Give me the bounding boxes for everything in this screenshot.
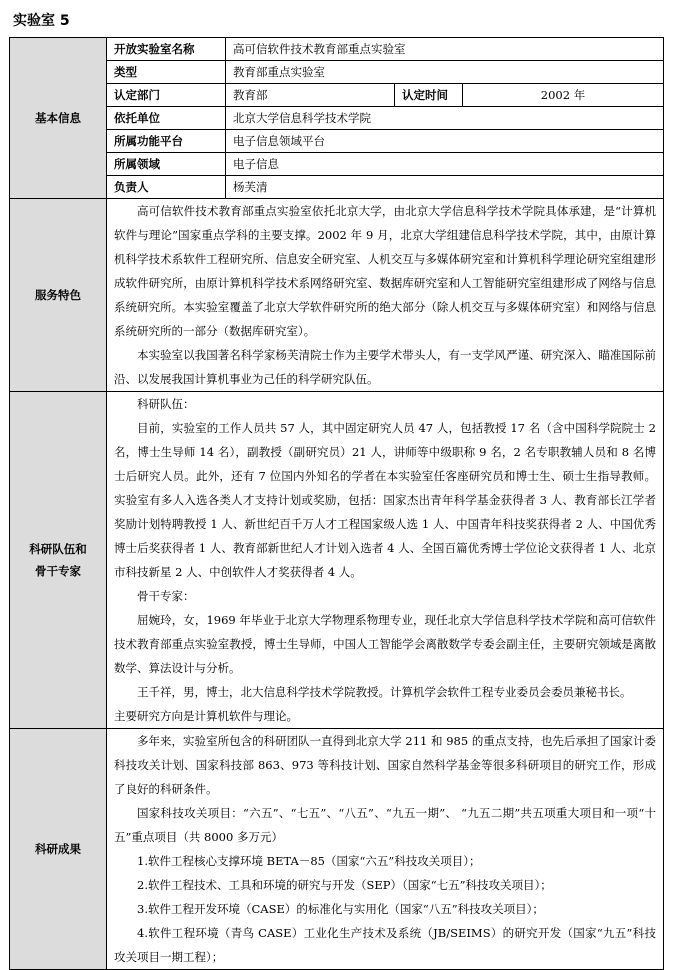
team-paragraph: 王千祥，男，博士，北大信息科学技术学院教授。计算机学会软件工程专业委员会委员兼秘书长。 <box>137 685 632 699</box>
category-team-line: 科研队伍和 <box>29 542 87 556</box>
results-paragraph: 2.软件工程技术、工具和环境的研究与开发（SEP）（国家“七五”科技攻关项目）； <box>137 878 552 892</box>
results-paragraph: 1.软件工程核心支撑环境 BETA－85（国家“六五”科技攻关项目）； <box>137 854 481 868</box>
team-paragraph: 科研队伍： <box>137 397 195 411</box>
row-team <box>10 392 664 729</box>
value-field: 电子信息 <box>226 153 664 176</box>
service-text <box>107 199 664 392</box>
team-paragraph: 骨干专家： <box>137 589 195 603</box>
results-paragraph: 4.软件工程环境（青鸟 CASE）工业化生产技术及系统（JB/SEIMS）的研究开发（国家“九五”科技攻关项目一期工程）； <box>114 926 656 964</box>
row-lab-name <box>10 38 664 61</box>
key-field: 所属领域 <box>107 153 226 176</box>
key-platform: 所属功能平台 <box>107 130 226 153</box>
team-paragraph: 目前，实验室的工作人员共 57 人，其中固定研究人员 47 人，包括教授 17 名（含中国科学院院士 2 名，博士生导师 14 名），副教授（副研究员）21 人，讲师等中级职称 9 名，2 名专职教辅人员和 8 名博士后研究人员。此外，还有 7 位国内外知名的学者在本实验室任客座研究员和博士生、硕士生指导教师。实验室有多人入选各类人才支持计划或奖励，包括：国家杰出青年科学基金获得者 3 人、教育部长江学者奖励计划特聘教授 1 人、新世纪百千万人才工程国家级人选 1 人、中国青年科技奖获得者 2 人、中国优秀博士后奖获得者 1 人、教育部新世纪人才计划入选者 4 人、全国百篇优秀博士学位论文获得者 1 人、北京市科技新星 2 人、中创软件人才奖获得者 4 人。 <box>114 421 656 579</box>
key-leader: 负责人 <box>107 176 226 199</box>
row-leader <box>10 176 664 199</box>
value-lab-name: 高可信软件技术教育部重点实验室 <box>226 38 664 61</box>
key-lab-name: 开放实验室名称 <box>107 38 226 61</box>
value-leader: 杨芙清 <box>226 176 664 199</box>
category-results: 科研成果 <box>10 729 107 970</box>
team-text <box>107 392 664 729</box>
row-platform <box>10 130 664 153</box>
row-type <box>10 61 664 84</box>
value-date: 2002 年 <box>463 84 664 107</box>
row-service <box>10 199 664 392</box>
category-team <box>10 392 107 729</box>
key-host: 依托单位 <box>107 107 226 130</box>
category-basic-info: 基本信息 <box>10 38 107 199</box>
results-paragraph: 多年来，实验室所包含的科研团队一直得到北京大学 211 和 985 的重点支持，也先后承担了国家计委科技攻关计划、国家科技部 863、973 等科技计划、国家自然科学基金等很多科研项目的研究工作，形成了良好的科研条件。 <box>114 734 656 796</box>
results-text <box>107 729 664 970</box>
row-dept <box>10 84 664 107</box>
page-title: 实验室 5 <box>13 13 70 29</box>
category-service: 服务特色 <box>10 199 107 392</box>
lab-info-table <box>9 37 664 970</box>
row-results <box>10 729 664 970</box>
value-type: 教育部重点实验室 <box>226 61 664 84</box>
category-team-line: 骨干专家 <box>35 564 81 578</box>
results-paragraph: 国家科技攻关项目：“六五”、“七五”、“八五”、“九五一期”、 “九五二期”共五项重大项目和一项“十五”重点项目（共 8000 多万元） <box>114 806 656 844</box>
row-field <box>10 153 664 176</box>
value-dept: 教育部 <box>226 84 395 107</box>
service-paragraph: 本实验室以我国著名科学家杨芙清院士作为主要学术带头人，有一支学风严谨、研究深入、瞄准国际前沿、以发展我国计算机事业为己任的科学研究队伍。 <box>114 348 656 386</box>
key-dept: 认定部门 <box>107 84 226 107</box>
key-type: 类型 <box>107 61 226 84</box>
row-host <box>10 107 664 130</box>
service-paragraph: 高可信软件技术教育部重点实验室依托北京大学，由北京大学信息科学技术学院具体承建，是“计算机软件与理论”国家重点学科的主要支撑。2002 年 9 月，北京大学组建信息科学技术学院，其中，由原计算机科学技术系软件工程研究所、信息安全研究室、人机交互与多媒体研究室和计算机科学理论研究室组建形成软件研究所，由原计算机科学技术系网络研究室、数据库研究室和人工智能研究室组建形成了网络与信息系统研究所。本实验室覆盖了北京大学软件研究所的绝大部分（除人机交互与多媒体研究室）和网络与信息系统研究所的一部分（数据库研究室）。 <box>114 204 656 338</box>
key-date: 认定时间 <box>395 84 463 107</box>
team-paragraph: 主要研究方向是计算机软件与理论。 <box>114 709 298 723</box>
results-paragraph: 3.软件工程开发环境（CASE）的标准化与实用化（国家“八五”科技攻关项目）； <box>137 902 544 916</box>
value-host: 北京大学信息科学技术学院 <box>226 107 664 130</box>
value-platform: 电子信息领域平台 <box>226 130 664 153</box>
team-paragraph: 屈婉玲，女，1969 年毕业于北京大学物理系物理专业，现任北京大学信息科学技术学院和高可信软件技术教育部重点实验室教授，博士生导师，中国人工智能学会离散数学专委会副主任，主要研究领域是离散数学、算法设计与分析。 <box>114 613 656 675</box>
